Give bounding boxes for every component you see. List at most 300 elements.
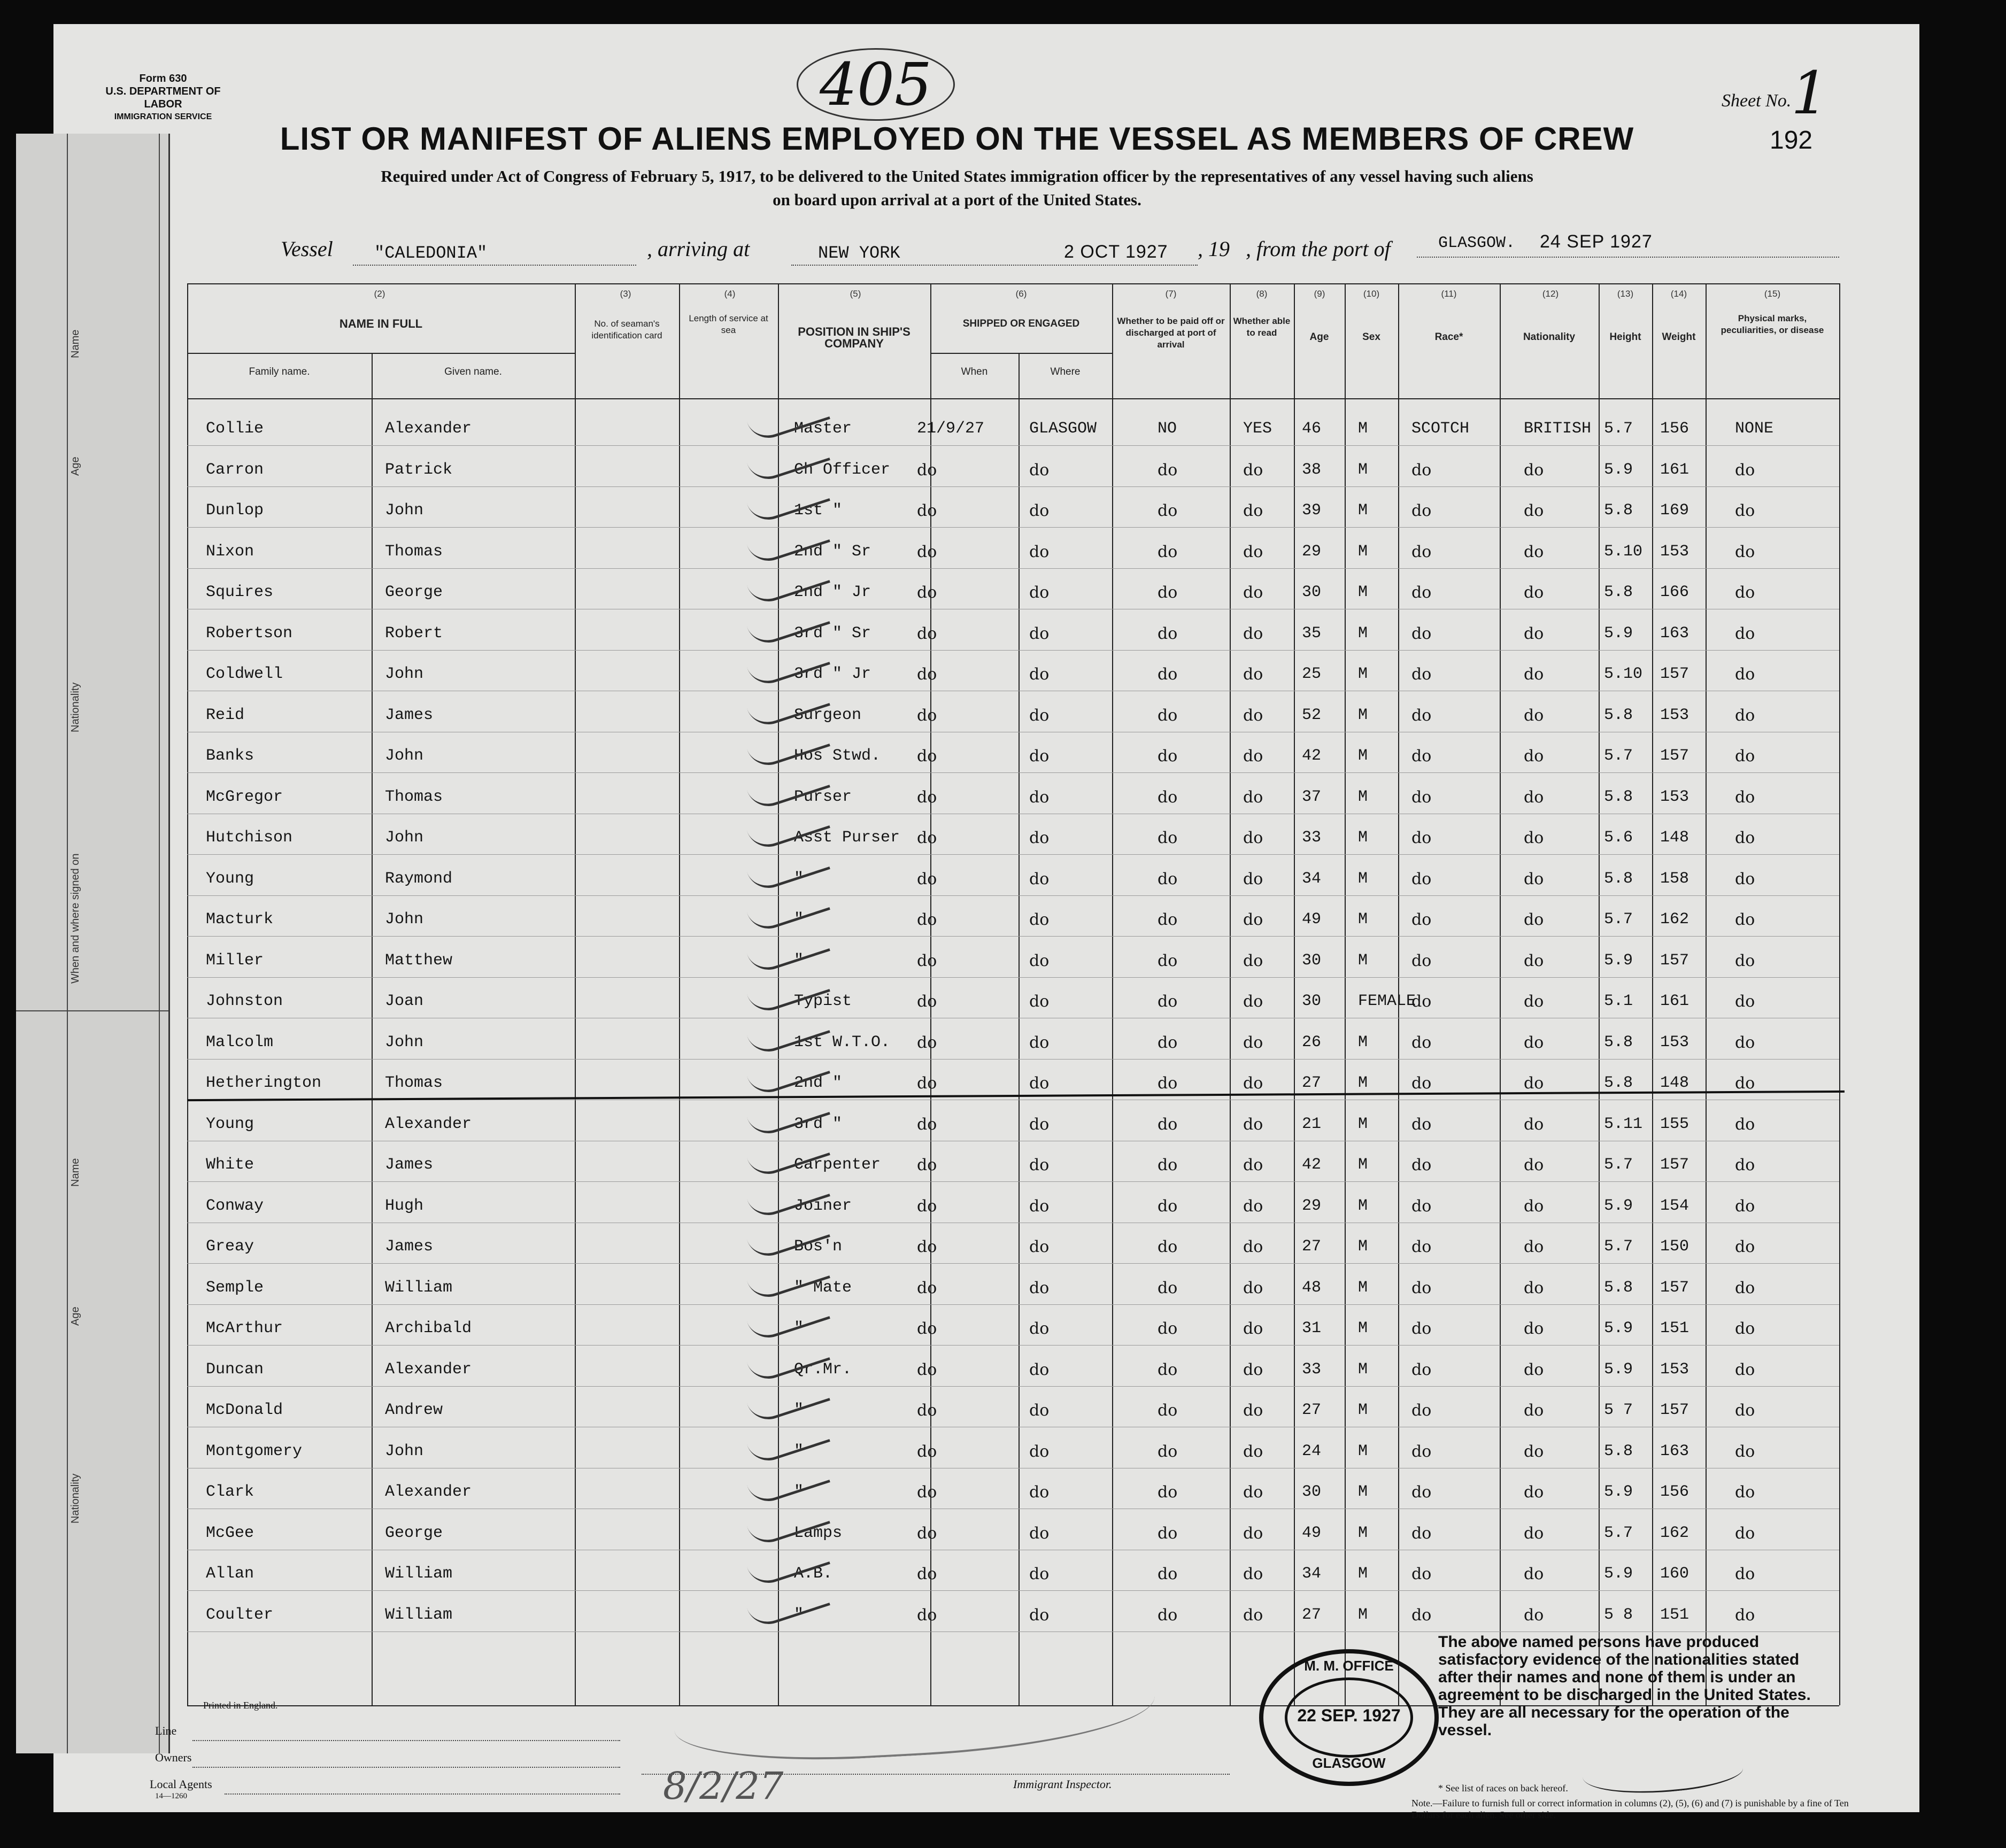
stub-divider [16, 1010, 168, 1011]
sex-cell: M [1358, 665, 1368, 683]
stamp-bottom-text: GLASGOW [1312, 1755, 1386, 1771]
sex-cell: M [1358, 1033, 1368, 1051]
marks-cell: do [1735, 624, 1755, 643]
given-name-header: Given name. [444, 366, 502, 377]
when-cell: do [917, 665, 937, 684]
manifest-title: LIST OR MANIFEST OF ALIENS EMPLOYED ON THE VESSEL AS MEMBERS OF CREW [280, 121, 1634, 157]
position-cell: 2nd " Jr [794, 583, 871, 601]
when-cell: do [917, 1524, 937, 1543]
weight-header: Weight [1662, 331, 1696, 343]
position-cell: 1st " [794, 501, 843, 520]
paid-cell: do [1158, 542, 1178, 561]
col-number-7: (7) [1165, 289, 1177, 299]
where-cell: do [1029, 1401, 1050, 1420]
nationality-cell: do [1524, 1278, 1544, 1297]
marks-cell: do [1735, 1074, 1755, 1093]
agents-code: 14—1260 [155, 1792, 187, 1800]
printed-in: Printed in England. [203, 1700, 278, 1711]
nationality-cell: do [1524, 1115, 1544, 1134]
given-cell: Matthew [385, 951, 453, 970]
row-rule [187, 1304, 1839, 1305]
race-cell: do [1411, 1401, 1432, 1420]
departure-port: GLASGOW. [1438, 234, 1516, 252]
age-cell: 48 [1302, 1278, 1322, 1297]
table-row [187, 1401, 1839, 1422]
race-cell: do [1411, 1565, 1432, 1583]
where-cell: do [1029, 1360, 1050, 1379]
read-cell: do [1243, 829, 1263, 847]
age-cell: 35 [1302, 624, 1322, 643]
sex-cell: M [1358, 1524, 1368, 1542]
marks-cell: do [1735, 1442, 1755, 1461]
read-cell: do [1243, 1196, 1263, 1216]
weight-cell: 155 [1660, 1115, 1689, 1133]
from-rule [1417, 257, 1839, 258]
sex-header: Sex [1362, 331, 1380, 343]
position-cell: Joiner [794, 1196, 852, 1215]
table-row [187, 952, 1839, 973]
paid-cell: do [1158, 1115, 1178, 1134]
weight-cell: 161 [1660, 460, 1689, 479]
stub-nationality-label-2: Nationality [70, 1473, 81, 1524]
where-header: Where [1050, 366, 1081, 377]
shipped-header: SHIPPED OR ENGAGED [962, 318, 1080, 329]
paid-cell: do [1158, 1074, 1178, 1093]
where-cell: do [1029, 501, 1050, 520]
height-cell: 5.8 [1604, 1074, 1633, 1092]
where-cell: do [1029, 706, 1050, 725]
arrival-date: 2 OCT 1927 [1064, 242, 1168, 262]
paid-cell: do [1158, 1442, 1178, 1461]
when-cell: do [917, 1033, 937, 1052]
weight-cell: 151 [1660, 1605, 1689, 1624]
age-cell: 30 [1302, 1483, 1322, 1501]
table-top-rule [187, 283, 1839, 284]
marks-cell: do [1735, 501, 1755, 520]
stub-nationality-label: Nationality [70, 682, 81, 732]
sex-cell: M [1358, 583, 1368, 601]
age-cell: 31 [1302, 1319, 1322, 1337]
col-number-15: (15) [1764, 289, 1781, 299]
subtitle-line-1: Required under Act of Congress of February 5, 1917, to be delivered to the United States immigration officer by the representatives of any vessel having such aliens [381, 167, 1533, 185]
paid-cell: do [1158, 829, 1178, 847]
paid-cell: do [1158, 1565, 1178, 1583]
nationality-cell: do [1524, 829, 1544, 847]
family-cell: McGee [206, 1524, 254, 1542]
when-cell: do [917, 1483, 937, 1502]
marks-cell: do [1735, 1156, 1755, 1174]
weight-cell: 157 [1660, 1278, 1689, 1297]
family-cell: Hetherington [206, 1074, 322, 1092]
shipped-subrule [930, 353, 1112, 354]
family-cell: Greay [206, 1238, 254, 1256]
position-cell: Qr.Mr. [794, 1360, 852, 1379]
family-cell: Clark [206, 1483, 254, 1501]
nationality-cell: do [1524, 1565, 1544, 1583]
race-cell: do [1411, 1360, 1432, 1379]
nationality-cell: do [1524, 1360, 1544, 1379]
family-cell: McDonald [206, 1401, 283, 1419]
nationality-cell: do [1524, 460, 1544, 480]
height-cell: 5.7 [1604, 1238, 1633, 1256]
table-row [187, 461, 1839, 482]
sex-cell: M [1358, 869, 1368, 888]
table-row [187, 1033, 1839, 1055]
when-cell: do [917, 1156, 937, 1174]
paid-cell: do [1158, 624, 1178, 643]
col-number-4: (4) [724, 289, 736, 299]
marks-cell: do [1735, 583, 1755, 602]
col-number-10: (10) [1363, 289, 1380, 299]
race-cell: do [1411, 542, 1432, 561]
nationality-cell: do [1524, 583, 1544, 602]
weight-cell: 153 [1660, 1360, 1689, 1379]
given-cell: James [385, 1156, 434, 1174]
given-cell: Alexander [385, 1483, 472, 1501]
age-cell: 29 [1302, 1196, 1322, 1215]
col-number-11: (11) [1441, 289, 1457, 299]
physical-marks-header: Physical marks, peculiarities, or disease [1720, 313, 1824, 335]
race-cell: do [1411, 787, 1432, 807]
given-cell: Alexander [385, 420, 472, 438]
read-cell: do [1243, 542, 1263, 561]
where-cell: do [1029, 1319, 1050, 1338]
races-note: * See list of races on back hereof. [1438, 1783, 1568, 1793]
read-cell: do [1243, 1074, 1263, 1093]
where-cell: do [1029, 542, 1050, 561]
table-row [187, 665, 1839, 686]
nationality-cell: do [1524, 1442, 1544, 1461]
weight-cell: 157 [1660, 1401, 1689, 1419]
nationality-cell: do [1524, 787, 1544, 807]
weight-cell: 153 [1660, 706, 1689, 724]
when-header: When [961, 366, 988, 377]
when-cell: do [917, 1319, 937, 1338]
given-cell: Joan [385, 992, 424, 1010]
given-cell: Hugh [385, 1196, 424, 1215]
marks-cell: do [1735, 910, 1755, 929]
row-rule [187, 1590, 1839, 1591]
row-rule [187, 527, 1839, 528]
family-cell: Nixon [206, 542, 254, 561]
family-cell: Young [206, 869, 254, 888]
sex-cell: M [1358, 501, 1368, 520]
when-cell: do [917, 1238, 937, 1256]
race-header: Race* [1434, 331, 1463, 343]
given-cell: Alexander [385, 1360, 472, 1379]
weight-cell: 156 [1660, 420, 1689, 438]
height-cell: 5.8 [1604, 501, 1633, 520]
paid-off-header: Whether to be paid off or discharged at port of arrival [1117, 316, 1225, 350]
height-cell: 5.7 [1604, 420, 1633, 438]
given-cell: James [385, 1238, 434, 1256]
weight-cell: 160 [1660, 1565, 1689, 1583]
line-rule [192, 1740, 620, 1741]
age-cell: 29 [1302, 542, 1322, 561]
paid-cell: do [1158, 583, 1178, 602]
weight-cell: 157 [1660, 1156, 1689, 1174]
sex-cell: M [1358, 706, 1368, 724]
marks-cell: do [1735, 869, 1755, 888]
read-cell: do [1243, 1605, 1263, 1625]
able-to-read-header: Whether able to read [1233, 316, 1291, 338]
height-cell: 5.7 [1604, 1524, 1633, 1542]
position-cell: Ch Officer [794, 460, 891, 479]
age-cell: 42 [1302, 747, 1322, 765]
row-rule [187, 486, 1839, 487]
when-cell: do [917, 460, 937, 480]
given-cell: Alexander [385, 1115, 472, 1133]
read-cell: do [1243, 1360, 1263, 1379]
race-cell: do [1411, 1605, 1432, 1625]
paid-cell: do [1158, 1033, 1178, 1052]
given-cell: George [385, 583, 443, 601]
where-cell: do [1029, 992, 1050, 1011]
nationality-cell: do [1524, 1238, 1544, 1256]
position-cell: 1st W.T.O. [794, 1033, 891, 1051]
table-row [187, 910, 1839, 932]
family-cell: Dunlop [206, 501, 264, 520]
inspector-date: 8/2/27 [663, 1764, 784, 1808]
when-cell: 21/9/27 [917, 420, 985, 438]
where-cell: do [1029, 910, 1050, 929]
when-cell: do [917, 1196, 937, 1216]
sex-cell: M [1358, 1156, 1368, 1174]
family-cell: Reid [206, 706, 245, 724]
row-rule [187, 936, 1839, 937]
inspector-label: Immigrant Inspector. [1013, 1777, 1112, 1791]
table-row [187, 992, 1839, 1014]
race-cell: do [1411, 583, 1432, 602]
marks-cell: do [1735, 1565, 1755, 1583]
row-rule [187, 445, 1839, 446]
paid-cell: do [1158, 1483, 1178, 1502]
paid-cell: do [1158, 501, 1178, 520]
row-rule [187, 1345, 1839, 1346]
position-cell: Lamps [794, 1524, 843, 1542]
age-cell: 34 [1302, 869, 1322, 888]
stub-signed-label: When and where signed on [70, 853, 81, 984]
marks-cell: do [1735, 460, 1755, 480]
read-cell: do [1243, 1401, 1263, 1420]
given-cell: Raymond [385, 869, 453, 888]
where-cell: GLASGOW [1029, 420, 1097, 438]
paid-cell: do [1158, 951, 1178, 970]
age-cell: 25 [1302, 665, 1322, 683]
height-cell: 5.7 [1604, 1156, 1633, 1174]
table-row [187, 543, 1839, 564]
paid-cell: do [1158, 1524, 1178, 1543]
row-rule [187, 1059, 1839, 1060]
nationality-cell: BRITISH [1524, 420, 1592, 438]
sex-cell: M [1358, 951, 1368, 970]
length-of-service-header: Length of service at sea [689, 313, 768, 335]
position-cell: 2nd " Sr [794, 542, 871, 561]
marks-cell: do [1735, 1605, 1755, 1625]
department: U.S. DEPARTMENT OF LABOR [105, 86, 221, 110]
marks-cell: do [1735, 1033, 1755, 1052]
given-cell: John [385, 829, 424, 847]
position-cell: " [794, 1442, 804, 1460]
weight-cell: 153 [1660, 787, 1689, 806]
position-cell: A.B. [794, 1565, 833, 1583]
family-cell: Squires [206, 583, 274, 601]
marks-cell: do [1735, 1319, 1755, 1338]
age-cell: 49 [1302, 910, 1322, 929]
table-row [187, 624, 1839, 646]
port-rule [791, 265, 1198, 266]
where-cell: do [1029, 1156, 1050, 1174]
mm-office-stamp [1259, 1649, 1439, 1786]
sheet-number: 1 [1791, 59, 1828, 127]
race-cell: do [1411, 1442, 1432, 1461]
age-cell: 38 [1302, 460, 1322, 479]
position-cell: Bos'n [794, 1238, 843, 1256]
row-rule [187, 854, 1839, 855]
table-row [187, 1279, 1839, 1300]
position-cell: Master [794, 420, 852, 438]
marks-cell: NONE [1735, 420, 1774, 438]
row-rule [187, 568, 1839, 569]
weight-cell: 153 [1660, 1033, 1689, 1051]
row-rule [187, 977, 1839, 978]
age-cell: 52 [1302, 706, 1322, 724]
height-cell: 5.8 [1604, 1033, 1633, 1051]
when-cell: do [917, 583, 937, 602]
weight-cell: 158 [1660, 869, 1689, 888]
row-rule [187, 650, 1839, 651]
form-identifier [91, 72, 235, 123]
family-cell: White [206, 1156, 254, 1174]
when-cell: do [917, 787, 937, 807]
age-cell: 30 [1302, 992, 1322, 1010]
height-cell: 5.6 [1604, 829, 1633, 847]
stub-strip [16, 134, 170, 1753]
paid-cell: do [1158, 1319, 1178, 1338]
where-cell: do [1029, 1524, 1050, 1543]
where-cell: do [1029, 1483, 1050, 1502]
when-cell: do [917, 624, 937, 643]
race-cell: do [1411, 869, 1432, 888]
weight-cell: 148 [1660, 829, 1689, 847]
given-cell: William [385, 1565, 453, 1583]
table-row [187, 583, 1839, 605]
given-cell: John [385, 1033, 424, 1051]
weight-cell: 162 [1660, 1524, 1689, 1542]
read-cell: do [1243, 1524, 1263, 1543]
height-cell: 5.9 [1604, 624, 1633, 643]
paid-cell: do [1158, 1156, 1178, 1174]
marks-cell: do [1735, 1196, 1755, 1216]
marks-cell: do [1735, 1360, 1755, 1379]
given-cell: John [385, 1442, 424, 1460]
where-cell: do [1029, 1605, 1050, 1625]
race-cell: do [1411, 747, 1432, 766]
read-cell: do [1243, 460, 1263, 480]
nationality-cell: do [1524, 1319, 1544, 1338]
read-cell: do [1243, 583, 1263, 602]
read-cell: do [1243, 665, 1263, 684]
sex-cell: M [1358, 829, 1368, 847]
read-cell: do [1243, 787, 1263, 807]
sex-cell: M [1358, 420, 1368, 438]
when-cell: do [917, 747, 937, 766]
marks-cell: do [1735, 747, 1755, 766]
sex-cell: M [1358, 1565, 1368, 1583]
paid-cell: do [1158, 1401, 1178, 1420]
age-cell: 33 [1302, 1360, 1322, 1379]
family-cell: Semple [206, 1278, 264, 1297]
race-cell: do [1411, 829, 1432, 847]
when-cell: do [917, 542, 937, 561]
where-cell: do [1029, 829, 1050, 847]
race-cell: do [1411, 501, 1432, 520]
height-cell: 5.9 [1604, 1319, 1633, 1337]
race-cell: do [1411, 1156, 1432, 1174]
agents-label: Local Agents [150, 1777, 212, 1791]
age-cell: 26 [1302, 1033, 1322, 1051]
where-cell: do [1029, 1033, 1050, 1052]
height-cell: 5.9 [1604, 1483, 1633, 1501]
read-cell: do [1243, 747, 1263, 766]
where-cell: do [1029, 1074, 1050, 1093]
age-cell: 39 [1302, 501, 1322, 520]
family-cell: McGregor [206, 787, 283, 806]
position-cell: " [794, 1319, 804, 1337]
age-cell: 33 [1302, 829, 1322, 847]
row-rule [187, 772, 1839, 773]
weight-cell: 151 [1660, 1319, 1689, 1337]
weight-cell: 156 [1660, 1483, 1689, 1501]
nationality-cell: do [1524, 706, 1544, 725]
nationality-cell: do [1524, 747, 1544, 766]
age-header: Age [1309, 331, 1329, 343]
age-cell: 46 [1302, 420, 1322, 438]
nationality-cell: do [1524, 951, 1544, 970]
age-cell: 27 [1302, 1401, 1322, 1419]
sex-cell: M [1358, 1401, 1368, 1419]
marks-cell: do [1735, 1115, 1755, 1134]
nationality-cell: do [1524, 1524, 1544, 1543]
read-cell: YES [1243, 420, 1272, 438]
position-cell: Typist [794, 992, 852, 1010]
read-cell: do [1243, 1319, 1263, 1338]
nationality-cell: do [1524, 1196, 1544, 1216]
read-cell: do [1243, 1442, 1263, 1461]
position-cell: Hos Stwd. [794, 747, 881, 765]
page-number: 192 [1770, 126, 1813, 154]
position-cell: " [794, 951, 804, 970]
paid-cell: do [1158, 747, 1178, 766]
race-cell: do [1411, 1074, 1432, 1093]
table-row [187, 747, 1839, 768]
nationality-cell: do [1524, 624, 1544, 643]
family-cell: Collie [206, 420, 264, 438]
position-cell: Purser [794, 787, 852, 806]
family-cell: Hutchison [206, 829, 293, 847]
read-cell: do [1243, 706, 1263, 725]
family-cell: Banks [206, 747, 254, 765]
height-header: Height [1609, 331, 1641, 343]
family-cell: Duncan [206, 1360, 264, 1379]
stub-age-label-2: Age [70, 1306, 81, 1326]
given-cell: John [385, 910, 424, 929]
race-cell: do [1411, 1483, 1432, 1502]
read-cell: do [1243, 1238, 1263, 1256]
when-cell: do [917, 910, 937, 929]
height-cell: 5.10 [1604, 665, 1643, 683]
arriving-label: , arriving at [647, 237, 750, 261]
